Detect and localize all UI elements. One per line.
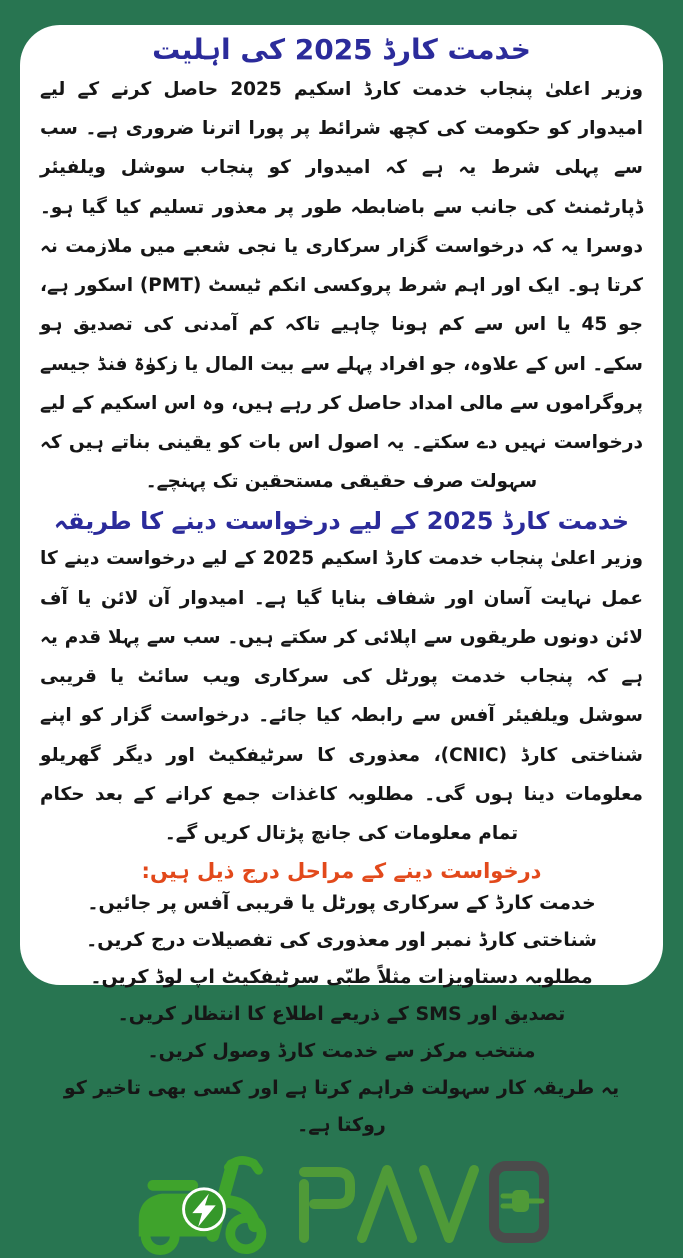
page-title: خدمت کارڈ 2025 کی اہلیت [152, 33, 531, 66]
document-card [20, 25, 663, 1137]
eligibility-paragraph: وزیر اعلیٰ پنجاب خدمت کارڈ اسکیم 2025 حاصل کرنے کے لیے امیدوار کو حکومت کی کچھ شرائط پر پورا اترنا ضروری ہے۔ سب سے پہلی شرط یہ ہے کہ امیدوار کو پنجاب سوشل ویلفیئر ڈپارٹمنٹ کی جانب سے باضابطہ طور پر معذور تسلیم کیا گیا ہو۔ دوسرا یہ کہ درخواست گزار سرکاری یا نجی شعبے میں ملازمت نہ کرتا ہو۔ ایک اور اہم شرط پروکسی انکم ٹیسٹ (PMT) اسکور ہے، جو 45 یا اس سے کم ہونا چاہیے تاکہ کم آمدنی کی تصدیق ہو سکے۔ اس کے علاوہ، جو افراد پہلے سے بیت المال یا زکوٰۃ فنڈ جیسے پروگراموں سے مالی امداد حاصل کر رہے ہیں، وہ اس اسکیم کے لیے درخواست نہیں دے سکتے۔ یہ اصول اس بات کو یقینی بناتے ہیں کہ سہولت صرف حقیقی مستحقین تک پہنچے۔ [40, 79, 644, 493]
step-item: منتخب مرکز سے خدمت کارڈ وصول کریں۔ [147, 1040, 536, 1063]
application-method-heading: خدمت کارڈ 2025 کے لیے درخواست دینے کا طریقہ [53, 507, 630, 536]
document-content [40, 31, 643, 1144]
step-item: مطلوبہ دستاویزات مثلاً طبّی سرٹیفکیٹ اپ لوڈ کریں۔ [90, 966, 593, 989]
electric-scooter-icon [130, 1144, 278, 1256]
steps-heading: درخواست دینے کے مراحل درج ذیل ہیں: [141, 859, 542, 884]
step-item: تصدیق اور SMS کے ذریعے اطلاع کا انتظار کریں۔ [117, 1003, 566, 1026]
step-item: شناختی کارڈ نمبر اور معذوری کی تفصیلات درج کریں۔ [86, 929, 597, 952]
steps-list [40, 885, 643, 1144]
pave-logo [40, 1144, 643, 1258]
pave-wordmark [292, 1150, 554, 1250]
application-method-paragraph: وزیر اعلیٰ پنجاب خدمت کارڈ اسکیم 2025 کے لیے درخواست دینے کا عمل نہایت آسان اور شفاف بنایا گیا ہے۔ امیدوار آن لائن یا آف لائن دونوں طریقوں سے اپلائی کر سکتے ہیں۔ سب سے پہلا قدم یہ ہے کہ پنجاب خدمت پورٹل کی سرکاری ویب سائٹ یا قریبی سوشل ویلفیئر آفس سے رابطہ کیا جائے۔ درخواست گزار کو اپنے شناختی کارڈ (CNIC)، معذوری کا سرٹیفکیٹ اور دیگر گھریلو معلومات دینا ہوں گی۔ مطلوبہ کاغذات جمع کرانے کے بعد حکام تمام معلومات کی جانچ پڑتال کریں گے۔ [40, 548, 643, 844]
step-item: یہ طریقہ کار سہولت فراہم کرتا ہے اور کسی بھی تاخیر کو روکتا ہے۔ [63, 1077, 620, 1137]
step-item: خدمت کارڈ کے سرکاری پورٹل یا قریبی آفس پر جائیں۔ [87, 892, 596, 915]
plug-icon [503, 1190, 542, 1212]
